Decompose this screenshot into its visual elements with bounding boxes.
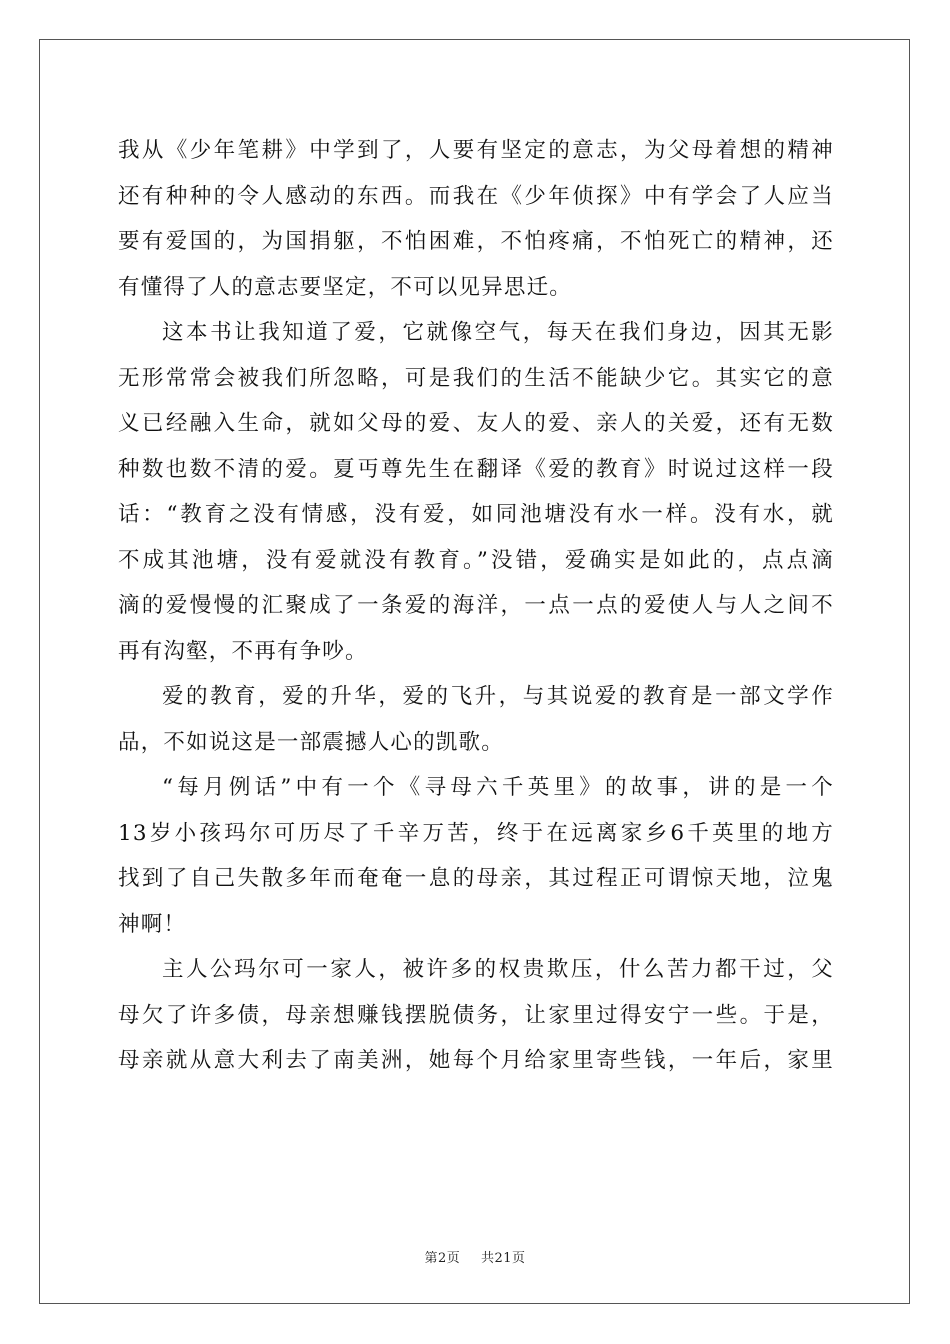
text-line: 还有种种的令人感动的东西。而我在《少年侦探》中有学会了人应当 [118,183,834,209]
paragraph [118,310,834,674]
text-line: 义已经融入生命，就如父母的爱、友人的爱、亲人的关爱，还有无数 [118,411,834,436]
text-line: 不成其池塘，没有爱就没有教育。”没错，爱确实是如此的，点点滴 [118,547,834,573]
page-number-current: 第2页 [424,1251,461,1266]
text-line: 品，不如说这是一部震撼人心的凯歌。 [118,729,504,755]
text-line: 母欠了许多债，母亲想赚钱摆脱债务，让家里过得安宁一些。于是， [118,1002,834,1028]
text-line: 种数也数不清的爱。夏丏尊先生在翻译《爱的教育》时说过这样一段 [118,456,834,482]
text-line: 神啊！ [118,911,187,937]
text-line: 再有沟壑，不再有争吵。 [118,638,368,664]
paragraph [118,128,834,310]
text-line: 我从《少年笔耕》中学到了，人要有坚定的意志，为父母着想的精神 [118,138,834,163]
paragraph [118,947,834,1084]
text-line: 滴的爱慢慢的汇聚成了一条爱的海洋，一点一点的爱使人与人之间不 [118,593,834,618]
text-line: “每月例话”中有一个《寻母六千英里》的故事，讲的是一个 [162,775,834,800]
text-line: 找到了自己失散多年而奄奄一息的母亲，其过程正可谓惊天地，泣鬼 [118,866,834,891]
text-line: 13岁小孩玛尔可历尽了千辛万苦，终于在远离家乡6千英里的地方 [118,820,834,846]
text-line: 话：“教育之没有情感，没有爱，如同池塘没有水一样。没有水，就 [118,502,834,527]
text-line: 无形常常会被我们所忽略，可是我们的生活不能缺少它。其实它的意 [118,365,834,391]
text-line: 要有爱国的，为国捐躯，不怕困难，不怕疼痛，不怕死亡的精神，还 [118,229,834,254]
page-footer [0,1247,950,1266]
text-line: 有懂得了人的意志要坚定，不可以见异思迁。 [118,274,573,300]
text-line: 爱的教育，爱的升华，爱的飞升，与其说爱的教育是一部文学作 [162,684,834,709]
document-body [118,128,834,1084]
text-line: 主人公玛尔可一家人，被许多的权贵欺压，什么苦力都干过，父 [162,957,834,982]
text-line: 这本书让我知道了爱，它就像空气，每天在我们身边，因其无影 [162,320,834,345]
text-line: 母亲就从意大利去了南美洲，她每个月给家里寄些钱，一年后，家里 [118,1048,834,1073]
paragraph [118,765,834,947]
page-number-total: 共21页 [480,1251,526,1266]
paragraph [118,674,834,765]
